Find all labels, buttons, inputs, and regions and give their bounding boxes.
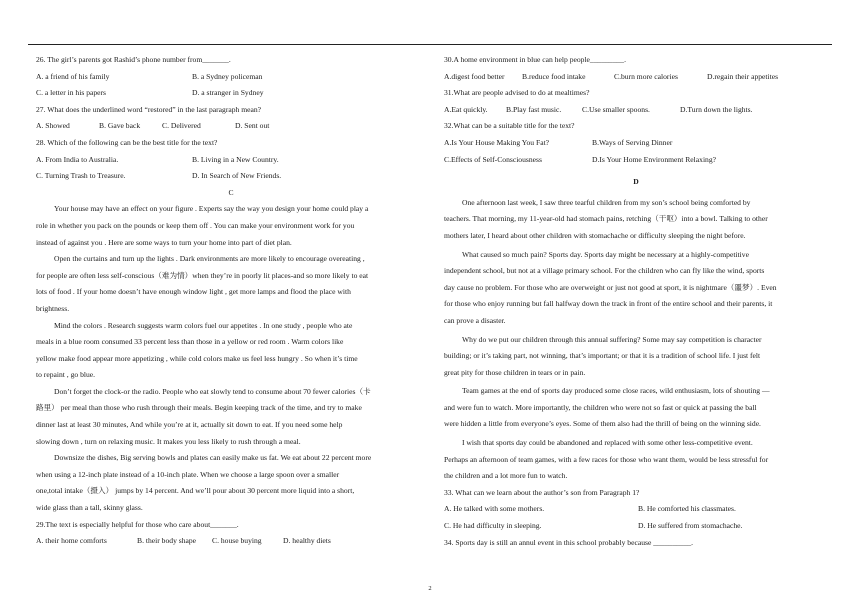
text-line: Your house may have an effect on your figure . Experts say the way you design your home could play a	[54, 204, 369, 214]
text-line: Why do we put our children through this annual suffering? Some may say competition is character	[462, 334, 762, 344]
passage-d-paragraph-5	[444, 435, 828, 485]
text-line: for those who enjoy running but fall halfway down the track in front of the entire school and their parents, it	[444, 299, 773, 309]
q29-options	[36, 533, 426, 550]
option: D. Sent out	[235, 121, 270, 131]
text-line: yellow make food appear more appetizing , while cold colors make us feel less hungry . So when it’s time	[36, 353, 358, 363]
option: B. Gave back	[99, 121, 141, 131]
question-29: 29.The text is especially helpful for those who care about_______.	[36, 519, 239, 529]
question-31: 31.What are people advised to do at mealtimes?	[444, 88, 590, 98]
text-line: can prove a disaster.	[444, 315, 506, 325]
passage-d-paragraph-1	[444, 195, 828, 245]
option: D.Is Your Home Environment Relaxing?	[592, 154, 717, 164]
option: A.Eat quickly.	[444, 104, 488, 114]
text-line: slowing down , turn on relaxing music. It makes you less likely to rush through a meal.	[36, 436, 301, 446]
text-line: meals in a blue room consumed 33 percent less than those in a yellow or red room . Warm colors like	[36, 337, 344, 347]
text-line: Downsize the dishes, Big serving bowls and plates can easily make us fat. We eat about 22 percent more	[54, 453, 372, 463]
text-line: great pity for those children in tears or in pain.	[444, 367, 586, 377]
option: A. their home comforts	[36, 536, 107, 546]
q32-options-ab	[444, 135, 828, 152]
question-33: 33. What can we learn about the author’s son from Paragraph 1?	[444, 487, 640, 497]
q33-options-ab	[444, 501, 828, 518]
text-line: wide glass than a tall, skinny glass.	[36, 503, 143, 513]
q31-options	[444, 102, 828, 119]
section-c-heading: C	[228, 187, 234, 197]
q32-options-cd	[444, 152, 828, 169]
text-line: Perhaps an afternoon of team games, with a few races for those who want them, would be less stressful for	[444, 454, 769, 464]
passage-d-paragraph-3	[444, 332, 828, 382]
passage-c-paragraph-5	[36, 450, 426, 516]
text-line: Team games at the end of sports day produced some close races, wild enthusiasm, lots of shouting —	[462, 386, 770, 396]
option: A. Showed	[36, 121, 70, 131]
option: A.digest food better	[444, 71, 505, 81]
text-line: 路里） per meal than those who rush through their meals. Begin keeping track of the time, and try to make	[36, 403, 362, 413]
text-line: when using a 12-inch plate instead of a 10-inch plate. When we choose a large spoon over a smaller	[36, 469, 340, 479]
text-line: brightness.	[36, 303, 70, 313]
page-number: 2	[428, 585, 432, 592]
q28-options-ab	[36, 152, 426, 169]
passage-c-paragraph-4	[36, 384, 426, 450]
text-line: Don’t forget the clock-or the radio. People who eat slowly tend to consume about 70 fewer calories（卡	[54, 386, 371, 396]
option: B. He comforted his classmates.	[638, 504, 736, 514]
option: A. He talked with some mothers.	[444, 504, 545, 514]
text-line: I wish that sports day could be abandoned and replaced with some other less-competitive event.	[462, 438, 753, 448]
section-d-heading: D	[633, 177, 639, 187]
passage-d-paragraph-2	[444, 247, 828, 330]
option: D. a stranger in Sydney	[192, 88, 264, 98]
option: C. house buying	[212, 536, 262, 546]
option: C. He had difficulty in sleeping.	[444, 521, 542, 531]
text-line: teachers. That morning, my 11-year-old had stomach pains, retching（干呕）into a bowl. Talking to other	[444, 214, 768, 224]
question-27: 27. What does the underlined word “restored” in the last paragraph mean?	[36, 104, 262, 114]
q28-options-cd	[36, 168, 426, 185]
q27-options	[36, 118, 426, 135]
option: B. their body shape	[137, 536, 197, 546]
option: B.Play fast music.	[506, 104, 562, 114]
option: C. Turning Trash to Treasure.	[36, 171, 126, 181]
option: B. Living in a New Country.	[192, 154, 279, 164]
right-column	[444, 52, 828, 551]
question-28: 28. Which of the following can be the best title for the text?	[36, 137, 218, 147]
text-line: What caused so much pain? Sports day. Sports day might be necessary at a highly-competitive	[462, 249, 749, 259]
q26-options-cd	[36, 85, 426, 102]
text-line: independent school, but not at a village primary school. For the children who can fly like the wind, sports	[444, 266, 765, 276]
option: D. healthy diets	[283, 536, 331, 546]
text-line: Mind the colors . Research suggests warm colors fuel our appetites . In one study , people who ate	[54, 320, 353, 330]
option: D.regain their appetites	[707, 71, 779, 81]
passage-d-paragraph-4	[444, 383, 828, 433]
text-line: were hidden a little from everyone’s eyes. Some of them also had the thrill of being on the winning side.	[444, 419, 761, 429]
option: C. a letter in his papers	[36, 88, 107, 98]
text-line: One afternoon last week, I saw three tearful children from my son’s school being comforted by	[462, 197, 751, 207]
text-line: day cause no problem. For those who are overweight or just not good at sport, it is nightmare（噩梦）. Even	[444, 282, 777, 292]
q33-options-cd	[444, 518, 828, 535]
option: B.Ways of Serving Dinner	[592, 137, 673, 147]
text-line: dinner last at least 30 minutes, And while you’re at it, actually sit down to eat. If you need some help	[36, 420, 343, 430]
top-rule	[28, 44, 832, 45]
text-line: instead of against you . Here are some ways to turn your home into part of diet plan.	[36, 237, 292, 247]
option: B.reduce food intake	[522, 71, 586, 81]
option: C. Delivered	[162, 121, 201, 131]
option: D. In Search of New Friends.	[192, 171, 282, 181]
q30-options	[444, 69, 828, 86]
text-line: mothers later, I heard about other children with stomachache or difficulty sleeping the night before.	[444, 230, 746, 240]
text-line: one,total intake（摄入） jumps by 14 percent. And we’ll pour about 30 percent more liquid into a short,	[36, 486, 355, 496]
question-30: 30.A home environment in blue can help people_________.	[444, 55, 627, 64]
passage-c-paragraph-2	[36, 251, 426, 317]
text-line: lots of food . If your home doesn’t have enough window light , get more lamps and flood the place with	[36, 287, 351, 297]
text-line: Open the curtains and turn up the lights . Dark environments are more likely to encourage overeating ,	[54, 254, 365, 264]
passage-c-paragraph-1	[36, 201, 426, 251]
q26-options-ab	[36, 69, 426, 86]
option: B. a Sydney policeman	[192, 71, 263, 81]
text-line: the children and a lot more fun to watch.	[444, 471, 568, 481]
text-line: to repaint , go blue.	[36, 370, 96, 380]
question-26: 26. The girl’s parents got Rashid’s phone number from_______.	[36, 55, 231, 64]
option: D.Turn down the lights.	[680, 104, 753, 114]
option: D. He suffered from stomachache.	[638, 521, 743, 531]
text-line: role in whether you pack on the pounds or keep them off . You can make your environment work for you	[36, 220, 355, 230]
question-34: 34. Sports day is still an annul event in this school probably because __________.	[444, 537, 694, 547]
option: A. a friend of his family	[36, 71, 110, 81]
option: A.Is Your House Making You Fat?	[444, 137, 550, 147]
left-column	[36, 52, 426, 550]
option: A. From India to Australia.	[36, 154, 119, 164]
question-32: 32.What can be a suitable title for the text?	[444, 121, 575, 131]
option: C.burn more calories	[614, 71, 678, 81]
text-line: for people are often less self-conscious（难为情）when they’re in poorly lit places-and so more likely to eat	[36, 270, 369, 280]
option: C.Use smaller spoons.	[582, 104, 650, 114]
passage-c-paragraph-3	[36, 318, 426, 384]
option: C.Effects of Self-Consciousness	[444, 154, 542, 164]
text-line: and were fun to watch. More importantly, the children who were not so fast or quick at passing the ball	[444, 402, 757, 412]
text-line: building; or it’s taking part, not winning, that’s important; or that it is a tradition of school life. I just felt	[444, 351, 761, 361]
